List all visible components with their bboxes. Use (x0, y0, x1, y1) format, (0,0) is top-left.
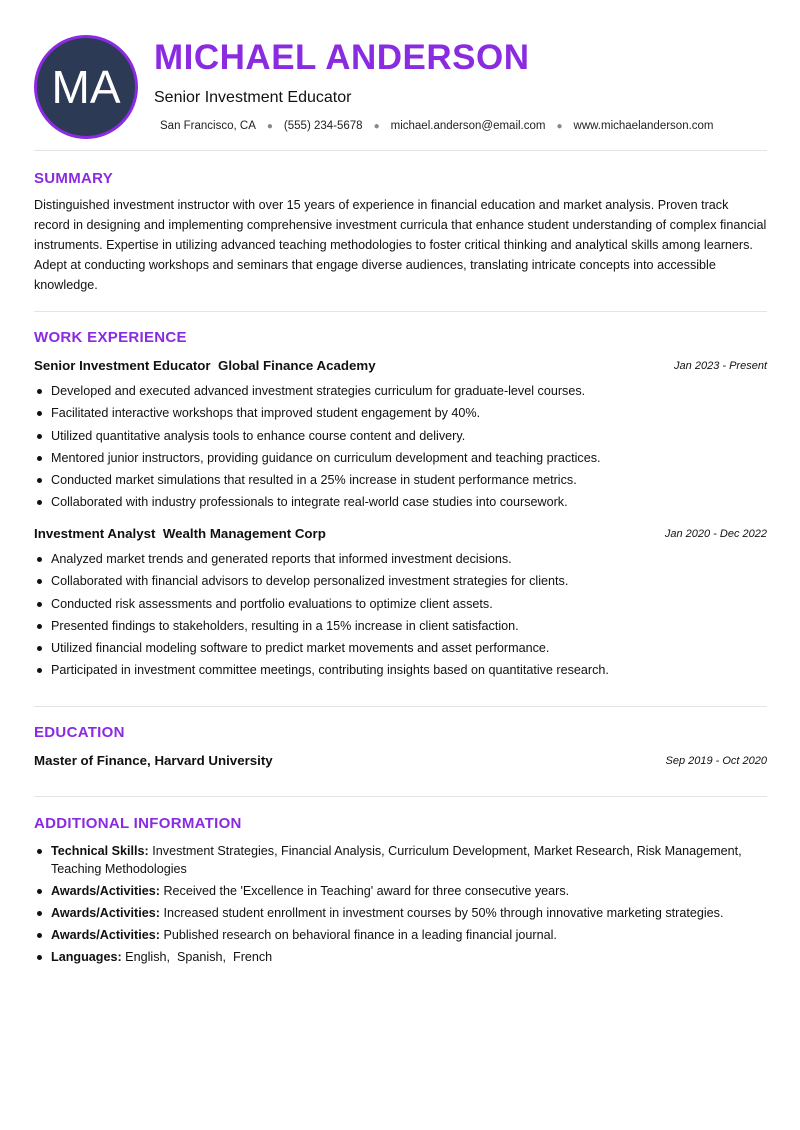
list-item: Facilitated interactive workshops that improved student engagement by 40%. (34, 402, 767, 424)
education-heading: EDUCATION (34, 724, 125, 741)
item-label: Awards/Activities: (51, 928, 160, 942)
experience-heading: WORK EXPERIENCE (34, 329, 187, 346)
degree: Master of Finance, Harvard University (34, 753, 273, 768)
contact-email[interactable]: michael.anderson@email.com (390, 120, 546, 132)
item-text: Published research on behavioral finance in a leading financial journal. (159, 928, 557, 942)
item-text: Investment Strategies, Financial Analysis, Curriculum Development, Market Research, Risk Management, Teaching Methodologies (51, 844, 745, 876)
divider (34, 796, 767, 797)
list-item (34, 904, 767, 922)
divider (34, 311, 767, 312)
list-item (34, 882, 767, 900)
job-dates: Jan 2020 - Dec 2022 (664, 528, 767, 540)
job-header (34, 358, 767, 376)
separator-dot-icon: ● (556, 121, 563, 132)
list-item: Participated in investment committee meetings, contributing insights based on quantitative research. (34, 659, 767, 681)
resume-header (34, 0, 767, 151)
education-dates: Sep 2019 - Oct 2020 (665, 755, 767, 767)
job-header (34, 526, 767, 544)
item-label: Awards/Activities: (51, 884, 160, 898)
item-label: Awards/Activities: (51, 906, 160, 920)
list-item: Utilized financial modeling software to predict market movements and asset performance. (34, 637, 767, 659)
contact-line (160, 120, 714, 132)
list-item: Developed and executed advanced investment strategies curriculum for graduate-level courses. (34, 380, 767, 402)
list-item: Collaborated with financial advisors to develop personalized investment strategies for clients. (34, 570, 767, 592)
contact-phone: (555) 234-5678 (283, 120, 363, 132)
list-item: Mentored junior instructors, providing guidance on curriculum development and teaching practices. (34, 447, 767, 469)
summary-text: Distinguished investment instructor with over 15 years of experience in financial education and market analysis. Proven track record in designing and implementing comprehensive investment curricula that enhance student understanding of complex financial instruments. Expertise in utilizing advanced teaching methodologies to foster critical thinking and analytical skills among learners. Adept at conducting workshops and seminars that engage diverse audiences, translating intricate concepts into accessible knowledge. (34, 198, 767, 292)
item-label: Technical Skills: (51, 844, 149, 858)
list-item (34, 948, 767, 966)
list-item: Collaborated with industry professionals to integrate real-world case studies into coursework. (34, 491, 767, 513)
job-title: Senior Investment Educator Global Finance Academy (34, 358, 376, 373)
contact-location: San Francisco, CA (160, 120, 256, 132)
job-bullets (34, 380, 767, 514)
item-label: Languages: (51, 950, 122, 964)
list-item: Conducted risk assessments and portfolio evaluations to optimize client assets. (34, 593, 767, 615)
list-item: Analyzed market trends and generated reports that informed investment decisions. (34, 548, 767, 570)
job-title: Investment Analyst Wealth Management Corp (34, 526, 326, 541)
additional-heading: ADDITIONAL INFORMATION (34, 815, 242, 832)
list-item: Utilized quantitative analysis tools to enhance course content and delivery. (34, 425, 767, 447)
additional-list (34, 842, 767, 970)
divider (34, 706, 767, 707)
item-text: Received the 'Excellence in Teaching' award for three consecutive years. (159, 884, 570, 898)
job-dates: Jan 2023 - Present (674, 360, 767, 372)
separator-dot-icon: ● (373, 121, 380, 132)
item-text: English, Spanish, French (121, 950, 273, 964)
item-text: Increased student enrollment in investment courses by 50% through innovative marketing strategies. (159, 906, 724, 920)
job-bullets (34, 548, 767, 682)
separator-dot-icon: ● (266, 121, 273, 132)
candidate-name: MICHAEL ANDERSON (154, 38, 530, 77)
contact-website[interactable]: www.michaelanderson.com (573, 120, 714, 132)
summary-heading: SUMMARY (34, 170, 114, 187)
avatar-initials: MA (51, 61, 121, 113)
candidate-role: Senior Investment Educator (154, 89, 352, 106)
list-item (34, 842, 767, 878)
list-item (34, 926, 767, 944)
list-item: Conducted market simulations that resulted in a 25% increase in student performance metrics. (34, 469, 767, 491)
list-item: Presented findings to stakeholders, resulting in a 15% increase in client satisfaction. (34, 615, 767, 637)
education-entry (34, 753, 767, 771)
avatar (34, 35, 138, 139)
divider (34, 150, 767, 151)
resume-page (34, 0, 767, 964)
